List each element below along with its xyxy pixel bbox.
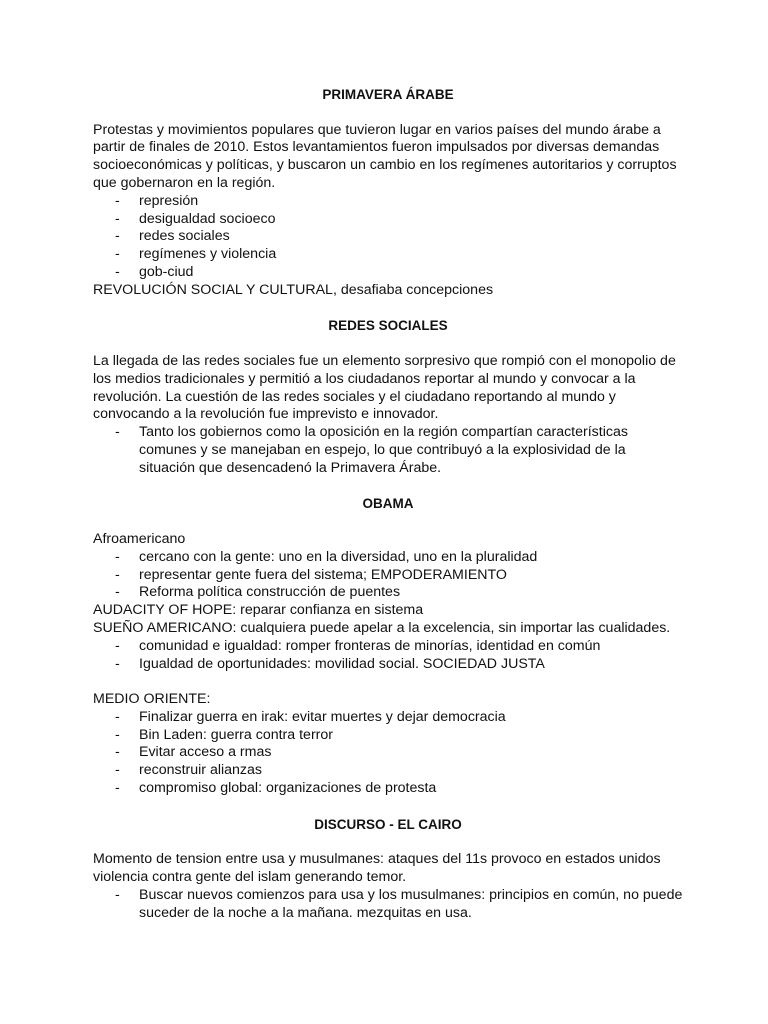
obama-line-audacity: AUDACITY OF HOPE: reparar confianza en sistema bbox=[93, 602, 424, 619]
list-item: - Reforma política construcción de puentes bbox=[93, 584, 683, 602]
list-item: - representar gente fuera del sistema; EMPODERAMIENTO bbox=[93, 567, 683, 585]
list-item: - Bin Laden: guerra contra terror bbox=[93, 727, 683, 745]
list-item: - Buscar nuevos comienzos para usa y los musulmanes: principios en común, no puede suceder de la noche a la mañana. mezquitas en usa. bbox=[93, 887, 683, 923]
document-page bbox=[93, 86, 683, 922]
redes-list bbox=[93, 424, 683, 477]
obama-line-sueno: SUEÑO AMERICANO: cualquiera puede apelar a la excelencia, sin importar las cualidades. bbox=[93, 619, 671, 636]
section-title-cairo: DISCURSO - EL CAIRO bbox=[314, 816, 462, 832]
obama-list-2 bbox=[93, 638, 683, 674]
obama-line-afroamericano: Afroamericano bbox=[93, 530, 186, 547]
primavera-list bbox=[93, 193, 683, 282]
section-title-redes: REDES SOCIALES bbox=[328, 318, 448, 334]
primavera-intro: Protestas y movimientos populares que tuvieron lugar en varios países del mundo árabe a partir de finales de 2010. Estos levantamientos fueron impulsados por diversas demandas socioeconómicas y políticas, y buscaron un cambio en los regímenes autoritarios y corruptos que gobernaron en la región. bbox=[93, 121, 677, 191]
cairo-list bbox=[93, 887, 683, 923]
list-item: - Tanto los gobiernos como la oposición en la región compartían características comunes y se manejaban en espejo, lo que contribuyó a la explosividad de la situación que desencadenó la Primavera Árabe. bbox=[93, 424, 683, 477]
obama-line-medio-oriente: MEDIO ORIENTE: bbox=[93, 691, 211, 708]
list-item: - Evitar acceso a rmas bbox=[93, 744, 683, 762]
list-item: - comunidad e igualdad: romper fronteras de minorías, identidad en común bbox=[93, 638, 683, 656]
list-item: - redes sociales bbox=[93, 228, 683, 246]
list-item: - regímenes y violencia bbox=[93, 246, 683, 264]
list-item: - Igualdad de oportunidades: movilidad social. SOCIEDAD JUSTA bbox=[93, 656, 683, 674]
list-item: - desigualdad socioeco bbox=[93, 211, 683, 229]
redes-intro: La llegada de las redes sociales fue un elemento sorpresivo que rompió con el monopolio de los medios tradicionales y permitió a los ciudadanos reportar al mundo y convocar a la revolución. La cuestión de las redes sociales y el ciudadano reportando al mundo y convocando a la revolución fue imprevisto e innovador. bbox=[93, 352, 676, 423]
section-title-primavera: PRIMAVERA ÁRABE bbox=[322, 87, 454, 102]
list-item: - compromiso global: organizaciones de protesta bbox=[93, 780, 683, 798]
cairo-intro: Momento de tension entre usa y musulmanes: ataques del 11s provoco en estados unidos violencia contra gente del islam generando temor. bbox=[93, 851, 661, 886]
list-item: - reconstruir alianzas bbox=[93, 762, 683, 780]
primavera-closing: REVOLUCIÓN SOCIAL Y CULTURAL, desafiaba concepciones bbox=[93, 281, 494, 298]
list-item: - represión bbox=[93, 193, 683, 211]
obama-list-1 bbox=[93, 549, 683, 602]
list-item: - gob-ciud bbox=[93, 264, 683, 282]
obama-list-3 bbox=[93, 709, 683, 798]
list-item: - Finalizar guerra en irak: evitar muertes y dejar democracia bbox=[93, 709, 683, 727]
section-title-obama: OBAMA bbox=[362, 496, 414, 512]
list-item: - cercano con la gente: uno en la diversidad, uno en la pluralidad bbox=[93, 549, 683, 567]
